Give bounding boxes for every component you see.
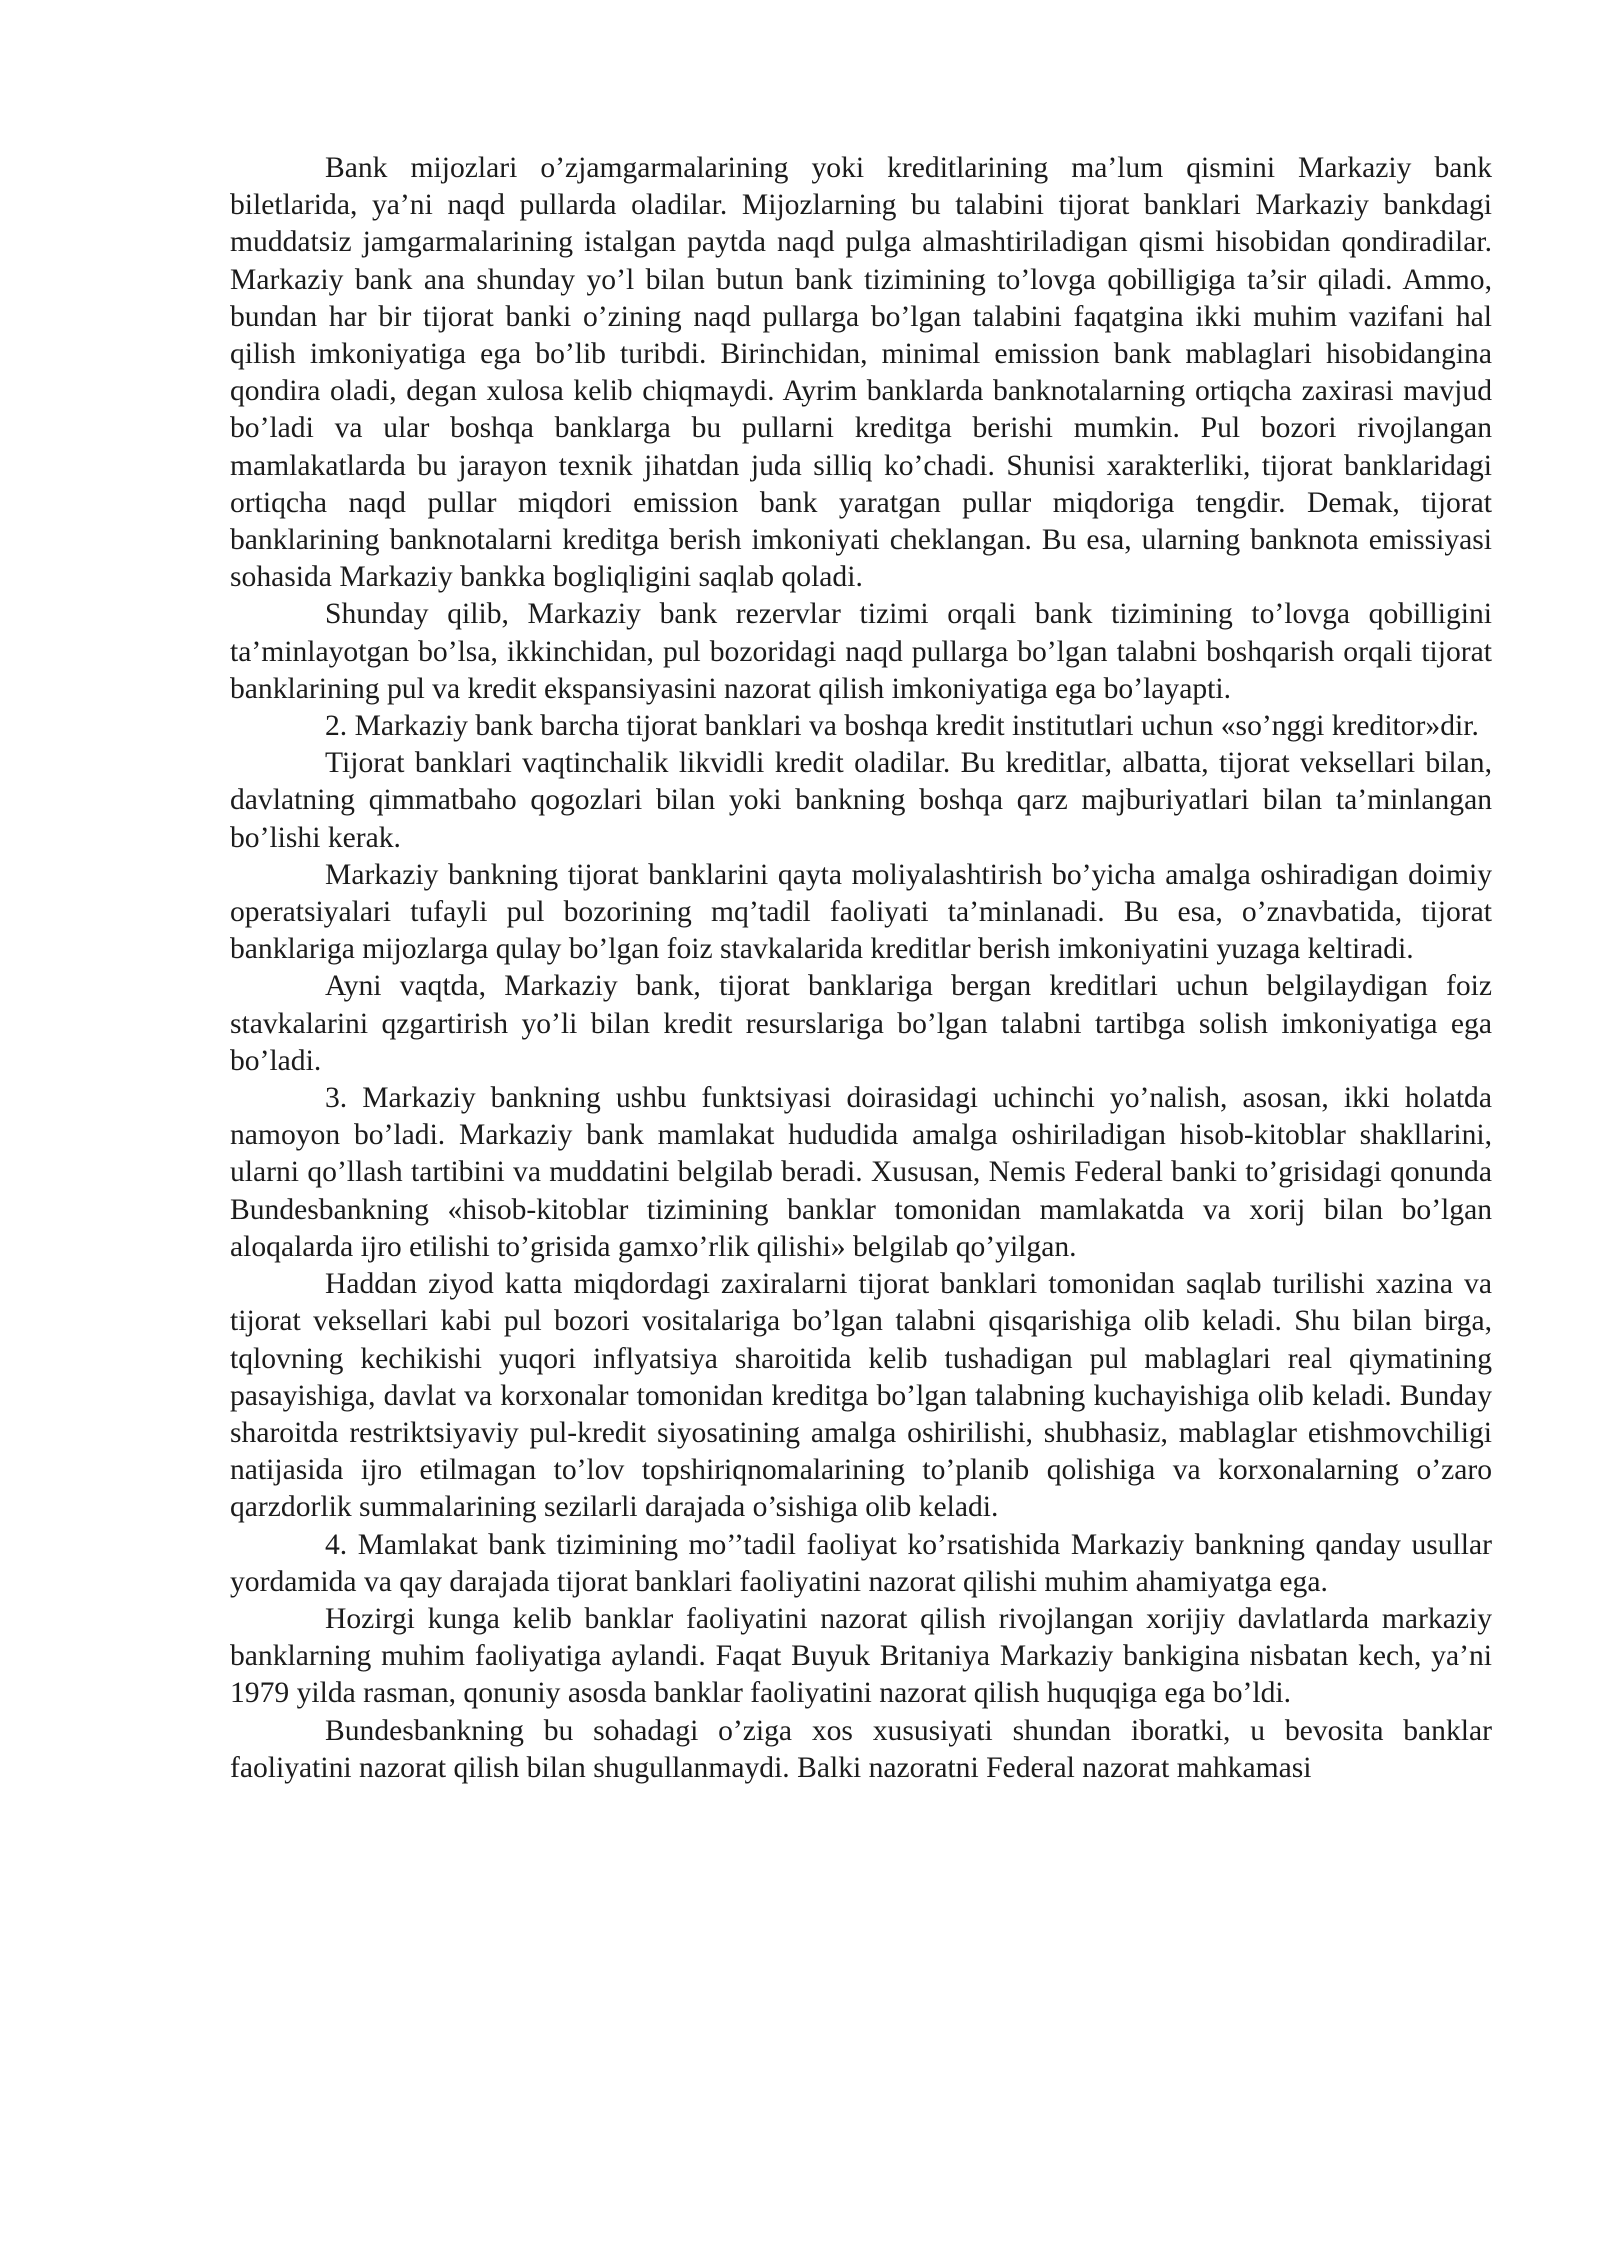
paragraph: Markaziy bankning tijorat banklarini qayta moliyalashtirish bo’yicha amalga oshiradigan doimiy operatsiyalari tufayli pul bozorining mq’tadil faoliyati ta’minlanadi. Bu esa, o’znavbatida, tijorat banklariga mijozlarga qulay bo’lgan foiz stavkalarida kreditlar berish imkoniyatini yuzaga keltiradi. bbox=[230, 858, 1492, 966]
paragraph: 4. Mamlakat bank tizimining mo’’tadil faoliyat ko’rsatishida Markaziy bankning qanday usullar yordamida va qay darajada tijorat banklari faoliyatini nazorat qilishi muhim ahamiyatga ega. bbox=[230, 1528, 1492, 1598]
body-text bbox=[230, 150, 1492, 1787]
paragraph: 3. Markaziy bankning ushbu funktsiyasi doirasidagi uchinchi yo’nalish, asosan, ikki holatda namoyon bo’ladi. Markaziy bank mamlakat hududida amalga oshiriladigan hisob-kitoblar shakllarini, ularni qo’llash tartibini va muddatini belgilab beradi. Xususan, Nemis Federal banki to’grisidagi qonunda Bundesbankning «hisob-kitoblar tizimining banklar tomonidan mamlakatda va xorij bilan bo’lgan aloqalarda ijro etilishi to’grisida gamxo’rlik qilishi» belgilab qo’yilgan. bbox=[230, 1082, 1492, 1263]
paragraph: Bundesbankning bu sohadagi o’ziga xos xususiyati shundan iboratki, u bevosita banklar faoliyatini nazorat qilish bilan shugullanmaydi. Balki nazoratni Federal nazorat mahkamasi bbox=[230, 1714, 1492, 1784]
paragraph: Shunday qilib, Markaziy bank rezervlar tizimi orqali bank tizimining to’lovga qobilligini ta’minlayotgan bo’lsa, ikkinchidan, pul bozoridagi naqd pullarga bo’lgan talabni boshqarish orqali tijorat banklarining pul va kredit ekspansiyasini nazorat qilish imkoniyatiga ega bo’layapti. bbox=[230, 598, 1492, 705]
paragraph: Tijorat banklari vaqtinchalik likvidli kredit oladilar. Bu kreditlar, albatta, tijorat veksellari bilan, davlatning qimmatbaho qogozlari bilan yoki bankning boshqa qarz majburiyatlari bilan ta’minlangan bo’lishi kerak. bbox=[230, 747, 1492, 854]
paragraph: Hozirgi kunga kelib banklar faoliyatini nazorat qilish rivojlangan xorijiy davlatlarda markaziy banklarning muhim faoliyatiga aylandi. Faqat Buyuk Britaniya Markaziy bankigina nisbatan kech, ya’ni 1979 yilda rasman, qonuniy asosda banklar faoliyatini nazorat qilish huquqiga ega bo’ldi. bbox=[230, 1602, 1492, 1710]
paragraph: 2. Markaziy bank barcha tijorat banklari va boshqa kredit institutlari uchun «so’nggi kreditor»dir. bbox=[325, 710, 1479, 743]
paragraph: Ayni vaqtda, Markaziy bank, tijorat banklariga bergan kreditlari uchun belgilaydigan foiz stavkalarini qzgartirish yo’li bilan kredit resurslariga bo’lgan talabni tartibga solish imkoniyatiga ega bo’ladi. bbox=[230, 970, 1492, 1077]
paragraph: Haddan ziyod katta miqdordagi zaxiralarni tijorat banklari tomonidan saqlab turilishi xazina va tijorat veksellari kabi pul bozori vositalariga bo’lgan talabni qisqarishiga olib keladi. Shu bilan birga, tqlovning kechikishi yuqori inflyatsiya sharoitida kelib tushadigan pul mablaglari real qiymatining pasayishiga, davlat va korxonalar tomonidan kreditga bo’lgan talabning kuchayishiga olib keladi. Bunday sharoitda restriktsiyaviy pul-kredit siyosatining amalga oshirilishi, shubhasiz, mablaglar etishmovchiligi natijasida ijro etilmagan to’lov topshiriqnomalarining to’planib qolishiga va korxonalarning o’zaro qarzdorlik summalarining sezilarli darajada o’sishiga olib keladi. bbox=[230, 1268, 1492, 1524]
paragraph: Bank mijozlari o’zjamgarmalarining yoki kreditlarining ma’lum qismini Markaziy bank biletlarida, ya’ni naqd pullarda oladilar. Mijozlarning bu talabini tijorat banklari Markaziy bankdagi muddatsiz jamgarmalarining istalgan paytda naqd pulga almashtiriladigan qismi hisobidan qondiradilar. Markaziy bank ana shunday yo’l bilan butun bank tizimining to’lovga qobilligiga ta’sir qiladi. Ammo, bundan har bir tijorat banki o’zining naqd pullarga bo’lgan talabini faqatgina ikki muhim vazifani hal qilish imkoniyatiga ega bo’lib turibdi. Birinchidan, minimal emission bank mablaglari hisobidangina qondira oladi, degan xulosa kelib chiqmaydi. Ayrim banklarda banknotalarning ortiqcha zaxirasi mavjud bo’ladi va ular boshqa banklarga bu pullarni kreditga berishi mumkin. Pul bozori rivojlangan mamlakatlarda bu jarayon texnik jihatdan juda silliq ko’chadi. Shunisi xarakterliki, tijorat banklaridagi ortiqcha naqd pullar miqdori emission bank yaratgan pullar miqdoriga tengdir. Demak, tijorat banklarining banknotalarni kreditga berish imkoniyati cheklangan. Bu esa, ularning banknota emissiyasi sohasida Markaziy bankka bogliqligini saqlab qoladi. bbox=[230, 152, 1492, 594]
